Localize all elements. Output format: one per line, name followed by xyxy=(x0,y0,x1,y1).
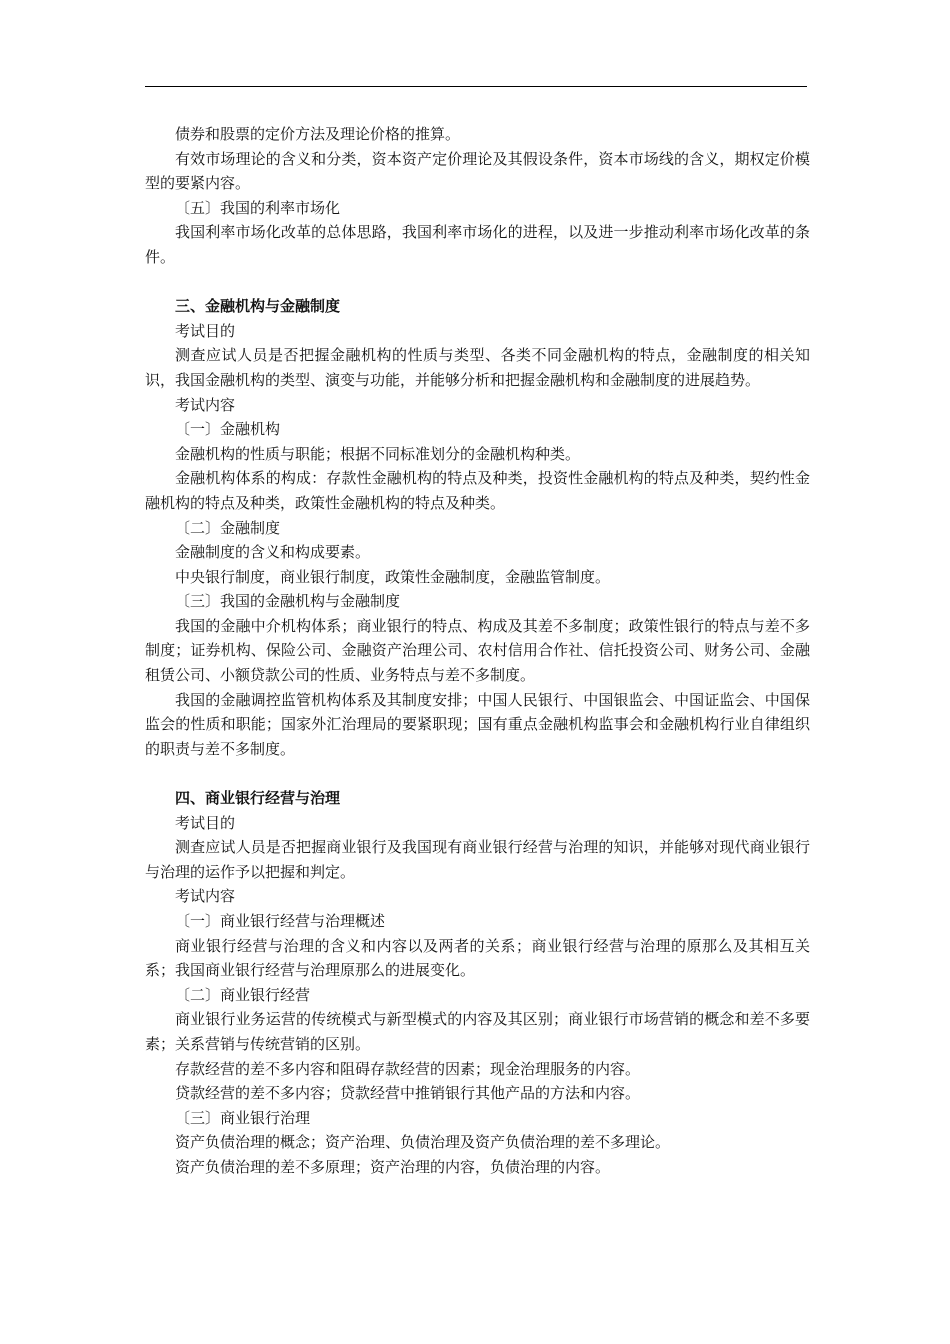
paragraph: 金融制度的含义和构成要素。 xyxy=(175,543,371,562)
paragraph: 商业银行经营与治理的含义和内容以及两者的关系；商业银行经营与治理的原那么及其相互关系；我国商业银行经营与治理原那么的进展变化。 xyxy=(145,936,810,980)
section-heading: 四、商业银行经营与治理 xyxy=(175,789,341,808)
subsection-title: 〔五〕我国的利率市场化 xyxy=(175,198,341,217)
spacer xyxy=(145,761,810,786)
exam-goal-label: 考试目的 xyxy=(175,321,236,340)
paragraph: 我国的金融中介机构体系；商业银行的特点、构成及其差不多制度；政策性银行的特点与差不多制度；证券机构、保险公司、金融资产治理公司、农村信用合作社、信托投资公司、财务公司、金融租赁公司、小额贷款公司的性质、业务特点与差不多制度。 xyxy=(145,616,810,685)
paragraph: 有效市场理论的含义和分类，资本资产定价理论及其假设条件，资本市场线的含义，期权定价模型的要紧内容。 xyxy=(145,149,810,193)
subsection-title: 〔三〕我国的金融机构与金融制度 xyxy=(175,592,401,611)
paragraph: 资产负债治理的差不多原理；资产治理的内容，负债治理的内容。 xyxy=(175,1157,611,1176)
exam-content-label: 考试内容 xyxy=(175,395,236,414)
subsection-title: 〔二〕金融制度 xyxy=(175,518,281,537)
spacer xyxy=(145,270,810,295)
paragraph: 金融机构体系的构成：存款性金融机构的特点及种类，投资性金融机构的特点及种类，契约性金融机构的特点及种类，政策性金融机构的特点及种类。 xyxy=(145,469,810,512)
subsection-title: 〔三〕商业银行治理 xyxy=(175,1108,311,1127)
paragraph: 存款经营的差不多内容和阻碍存款经营的因素；现金治理服务的内容。 xyxy=(175,1059,641,1078)
header-rule xyxy=(145,86,807,87)
exam-goal-label: 考试目的 xyxy=(175,813,236,832)
paragraph: 我国的金融调控监管机构体系及其制度安排；中国人民银行、中国银监会、中国证监会、中国保监会的性质和职能；国家外汇治理局的要紧职现；国有重点金融机构监事会和金融机构行业自律组织的职责与差不多制度。 xyxy=(145,690,810,758)
paragraph: 债券和股票的定价方法及理论价格的推算。 xyxy=(175,125,461,143)
exam-content-label: 考试内容 xyxy=(175,887,236,906)
document-body xyxy=(145,122,810,1180)
subsection-title: 〔一〕商业银行经营与治理概述 xyxy=(175,912,386,930)
paragraph: 金融机构的性质与职能；根据不同标准划分的金融机构种类。 xyxy=(175,444,581,463)
paragraph: 中央银行制度，商业银行制度，政策性金融制度，金融监管制度。 xyxy=(175,567,611,586)
paragraph: 测查应试人员是否把握商业银行及我国现有商业银行经营与治理的知识，并能够对现代商业银行与治理的运作予以把握和判定。 xyxy=(145,838,810,881)
paragraph: 贷款经营的差不多内容；贷款经营中推销银行其他产品的方法和内容。 xyxy=(175,1084,641,1103)
paragraph: 我国利率市场化改革的总体思路，我国利率市场化的进程，以及进一步推动利率市场化改革的条件。 xyxy=(145,223,810,266)
section-heading: 三、金融机构与金融制度 xyxy=(175,297,341,316)
paragraph: 测查应试人员是否把握金融机构的性质与类型、各类不同金融机构的特点，金融制度的相关知识，我国金融机构的类型、演变与功能，并能够分析和把握金融机构和金融制度的进展趋势。 xyxy=(145,346,810,389)
subsection-title: 〔一〕金融机构 xyxy=(175,420,281,439)
subsection-title: 〔二〕商业银行经营 xyxy=(175,985,311,1004)
paragraph: 商业银行业务运营的传统模式与新型模式的内容及其区别；商业银行市场营销的概念和差不多要素；关系营销与传统营销的区别。 xyxy=(145,1010,810,1053)
paragraph: 资产负债治理的概念；资产治理、负债治理及资产负债治理的差不多理论。 xyxy=(175,1133,671,1152)
